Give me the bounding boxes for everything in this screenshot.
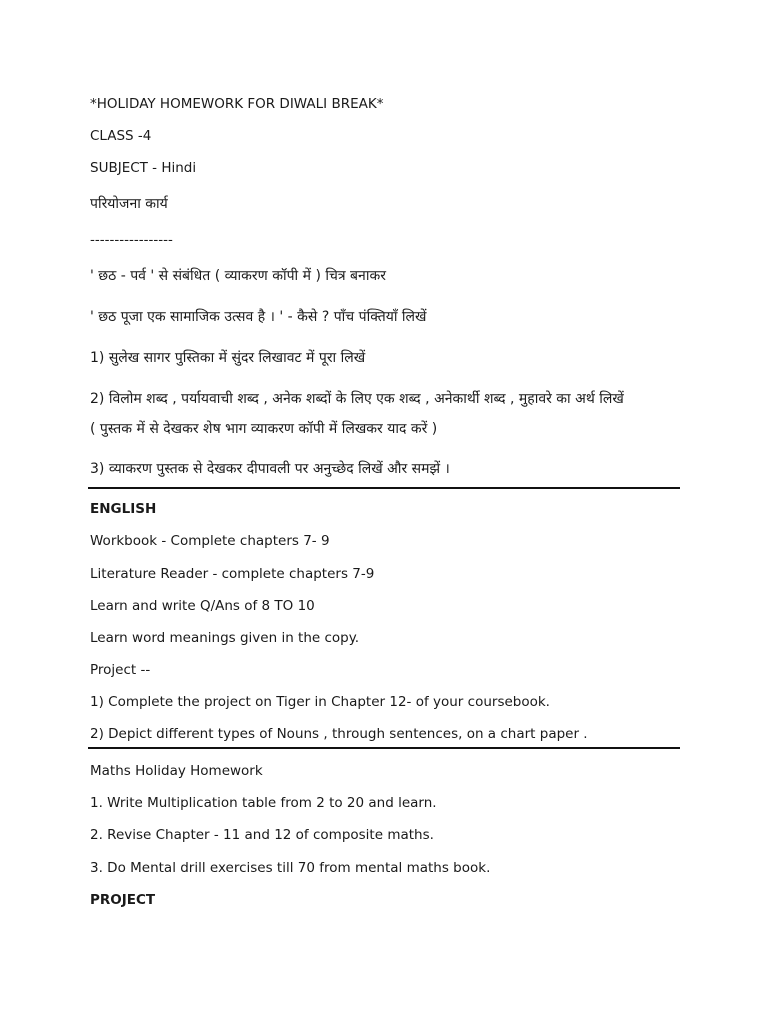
english-item: 2) Depict different types of Nouns , through sentences, on a chart paper . bbox=[90, 726, 588, 742]
maths-project-label: PROJECT bbox=[90, 892, 156, 908]
english-heading: ENGLISH bbox=[90, 501, 157, 517]
english-item: Workbook - Complete chapters 7- 9 bbox=[90, 533, 330, 549]
section-divider bbox=[88, 487, 680, 489]
class-label: CLASS -4 bbox=[90, 128, 152, 144]
hindi-item: ( पुस्तक में से देखकर शेष भाग व्याकरण कॉपी में लिखकर याद करें ) bbox=[90, 421, 438, 437]
hindi-project-heading: परियोजना कार्य bbox=[90, 196, 168, 212]
maths-item: 3. Do Mental drill exercises till 70 from mental maths book. bbox=[90, 860, 491, 876]
english-item: Learn word meanings given in the copy. bbox=[90, 630, 360, 646]
hindi-item: 3) व्याकरण पुस्तक से देखकर दीपावली पर अनुच्छेद लिखें और समझें । bbox=[90, 461, 450, 477]
subject-label: SUBJECT - Hindi bbox=[90, 160, 197, 176]
maths-heading: Maths Holiday Homework bbox=[90, 763, 263, 779]
hindi-item: 2) विलोम शब्द , पर्यायवाची शब्द , अनेक शब्दों के लिए एक शब्द , अनेकार्थी शब्द , मुहावरे का अर्थ लिखें bbox=[90, 391, 624, 407]
english-item: 1) Complete the project on Tiger in Chapter 12- of your coursebook. bbox=[90, 694, 550, 710]
hindi-item: 1) सुलेख सागर पुस्तिका में सुंदर लिखावट में पूरा लिखें bbox=[90, 350, 366, 366]
hindi-item: ' छठ - पर्व ' से संबंधित ( व्याकरण कॉपी में ) चित्र बनाकर bbox=[90, 268, 386, 284]
document-title: *HOLIDAY HOMEWORK FOR DIWALI BREAK* bbox=[90, 96, 384, 112]
hindi-item: ' छठ पूजा एक सामाजिक उत्सव है । ' - कैसे ? पाँच पंक्तियाँ लिखें bbox=[90, 309, 427, 325]
english-item: Learn and write Q/Ans of 8 TO 10 bbox=[90, 598, 315, 614]
english-item: Literature Reader - complete chapters 7-9 bbox=[90, 566, 375, 582]
maths-item: 2. Revise Chapter - 11 and 12 of composite maths. bbox=[90, 827, 434, 843]
hindi-divider: ----------------- bbox=[90, 232, 173, 248]
english-project-label: Project -- bbox=[90, 662, 151, 678]
maths-item: 1. Write Multiplication table from 2 to 20 and learn. bbox=[90, 795, 437, 811]
section-divider bbox=[88, 747, 680, 749]
